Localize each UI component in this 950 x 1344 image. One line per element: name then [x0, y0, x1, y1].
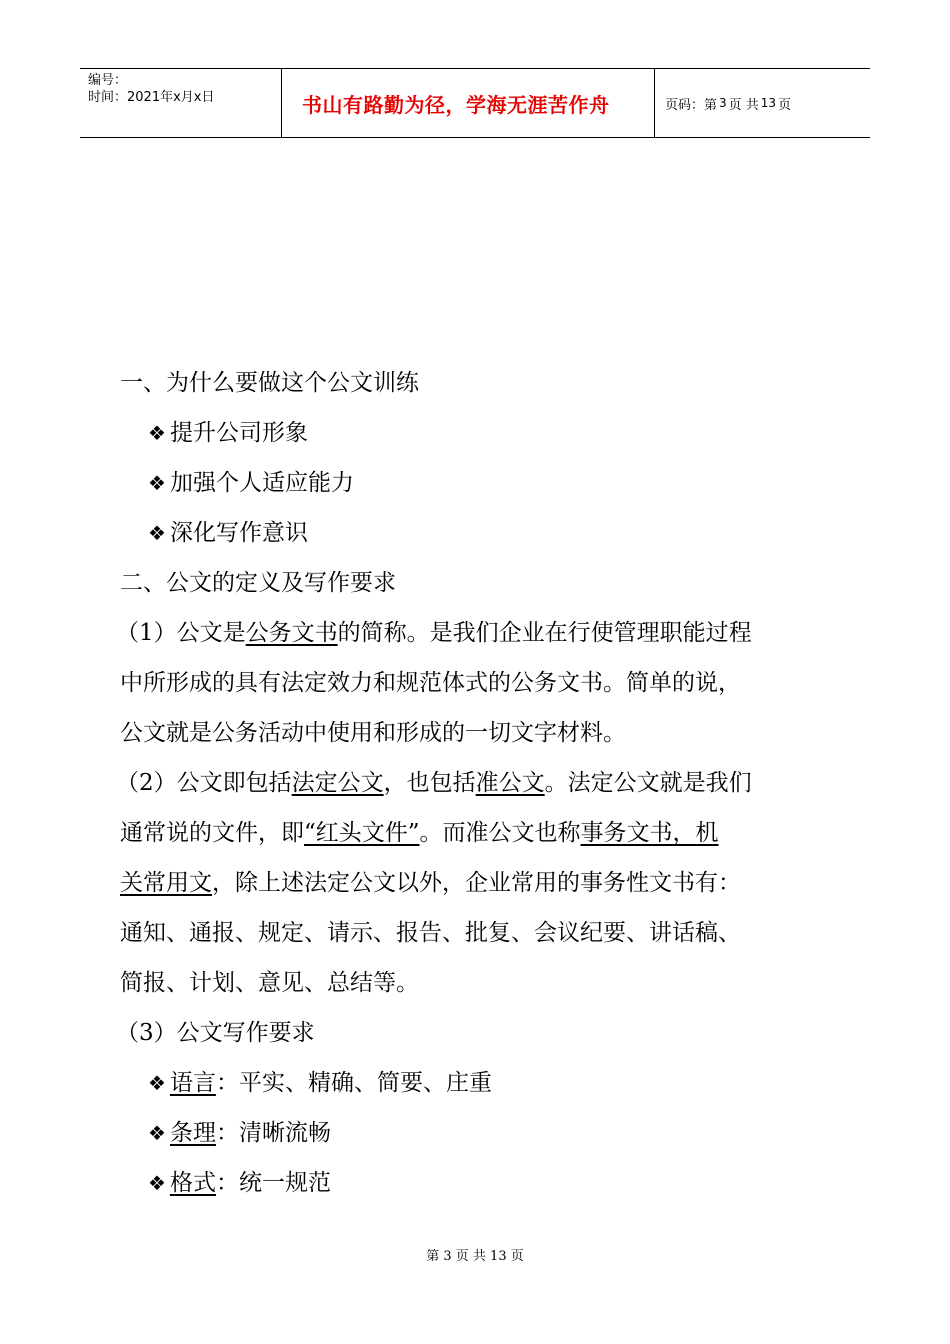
paragraph-1-line-1: （1）公文是公务文书的简称。是我们企业在行使管理职能过程	[116, 620, 752, 646]
page-total: 13	[760, 96, 777, 110]
diamond-bullet-icon: ❖	[148, 1071, 166, 1095]
header-page-info	[655, 69, 870, 137]
header-motto: 书山有路勤为径，学海无涯苦作舟	[282, 69, 655, 137]
bullet-item: ❖ 深化写作意识	[148, 520, 308, 546]
requirement-item: ❖ 条理：清晰流畅	[148, 1120, 331, 1146]
diamond-bullet-icon: ❖	[148, 521, 166, 545]
number-label: 编号：	[88, 73, 128, 88]
page-mid: 页 共	[728, 97, 759, 113]
paragraph-1-line-2: 中所形成的具有法定效力和规范体式的公务文书。简单的说，	[120, 670, 741, 696]
diamond-bullet-icon: ❖	[148, 1171, 166, 1195]
bullet-item: ❖ 加强个人适应能力	[148, 470, 354, 496]
page-prefix: 页码：第	[665, 97, 718, 113]
diamond-bullet-icon: ❖	[148, 471, 166, 495]
page-suffix: 页	[778, 97, 792, 113]
paragraph-3-heading: （3）公文写作要求	[116, 1020, 315, 1046]
header-meta	[80, 69, 282, 137]
paragraph-2-line-4: 通知、通报、规定、请示、报告、批复、会议纪要、讲话稿、	[120, 920, 741, 946]
paragraph-2-line-3: 关常用文，除上述法定公文以外，企业常用的事务性文书有：	[120, 870, 741, 896]
page-header	[80, 68, 870, 138]
page-current: 3	[719, 96, 727, 110]
paragraph-2-line-1: （2）公文即包括法定公文，也包括准公文。法定公文就是我们	[116, 770, 752, 796]
requirement-item: ❖ 语言：平实、精确、简要、庄重	[148, 1070, 492, 1096]
page-footer: 第 3 页 共 13 页	[426, 1249, 524, 1264]
diamond-bullet-icon: ❖	[148, 421, 166, 445]
diamond-bullet-icon: ❖	[148, 1121, 166, 1145]
paragraph-1-line-3: 公文就是公务活动中使用和形成的一切文字材料。	[120, 720, 626, 746]
paragraph-2-line-2: 通常说的文件，即“红头文件”。而准公文也称事务文书，机	[120, 820, 719, 846]
bullet-item: ❖ 提升公司形象	[148, 420, 308, 446]
requirement-item: ❖ 格式：统一规范	[148, 1170, 331, 1196]
section-heading-1: 一、为什么要做这个公文训练	[120, 370, 419, 396]
document-body	[116, 358, 840, 1208]
time-label: 时间：2021年x月x日	[88, 90, 215, 105]
section-heading-2: 二、公文的定义及写作要求	[120, 570, 396, 596]
paragraph-2-line-5: 简报、计划、意见、总结等。	[120, 970, 419, 996]
